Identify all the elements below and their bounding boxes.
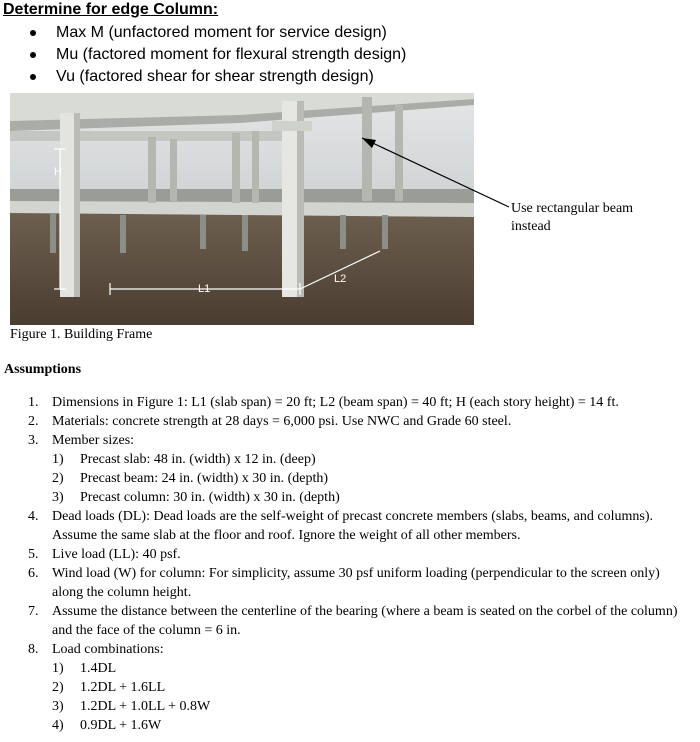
sub-list-item: 2) 1.2DL + 1.6LL [52,680,166,695]
page-heading: Determine for edge Column: [3,1,219,18]
l2-label: L2 [334,273,347,285]
list-item: 4. Dead loads (DL): Dead loads are the self-weight of precast concrete members (slabs, beams, and columns). Assume the same slab at the floor and roof. Ignore the weight of all other members. [28,509,654,543]
bullet-item: Vu (factored shear for shear strength design) [0,66,406,88]
list-item: 7. Assume the distance between the centerline of the bearing (where a beam is seated on the corbel of the column) and the face of the column = 6 in. [28,604,678,638]
assumptions-title: Assumptions [4,362,82,377]
list-item: 1. Dimensions in Figure 1: L1 (slab span) = 20 ft; L2 (beam span) = 40 ft; H (each story height) = 14 ft. [28,395,619,410]
sub-list-item: 3) 1.2DL + 1.0LL + 0.8W [52,699,211,714]
sub-list-item: 3) Precast column: 30 in. (width) x 30 in. (depth) [52,490,340,505]
list-item: 8. Load combinations: [28,642,164,657]
assumptions-list [0,393,700,735]
callout-text: Use rectangular beam instead [511,201,634,234]
sub-list-item: 1) Precast slab: 48 in. (width) x 12 in. (deep) [52,452,316,467]
sub-list-item: 4) 0.9DL + 1.6W [52,718,162,733]
h-label: H [54,166,62,178]
l1-label: L1 [198,283,211,295]
list-item: 2. Materials: concrete strength at 28 days = 6,000 psi. Use NWC and Grade 60 steel. [28,414,512,429]
sub-list-item: 2) Precast beam: 24 in. (width) x 30 in. (depth) [52,471,329,486]
bullet-item: Max M (unfactored moment for service design) [0,22,406,44]
sub-list-item: 1) 1.4DL [52,661,117,676]
bullet-item: Mu (factored moment for flexural strength design) [0,44,406,66]
list-item: 6. Wind load (W) for column: For simplicity, assume 30 psf uniform loading (perpendicular to the screen only) along the column height. [28,566,660,600]
figure-caption: Figure 1. Building Frame [10,327,153,342]
list-item: 5. Live load (LL): 40 psf. [28,547,181,562]
list-item: 3. Member sizes: [28,433,135,448]
